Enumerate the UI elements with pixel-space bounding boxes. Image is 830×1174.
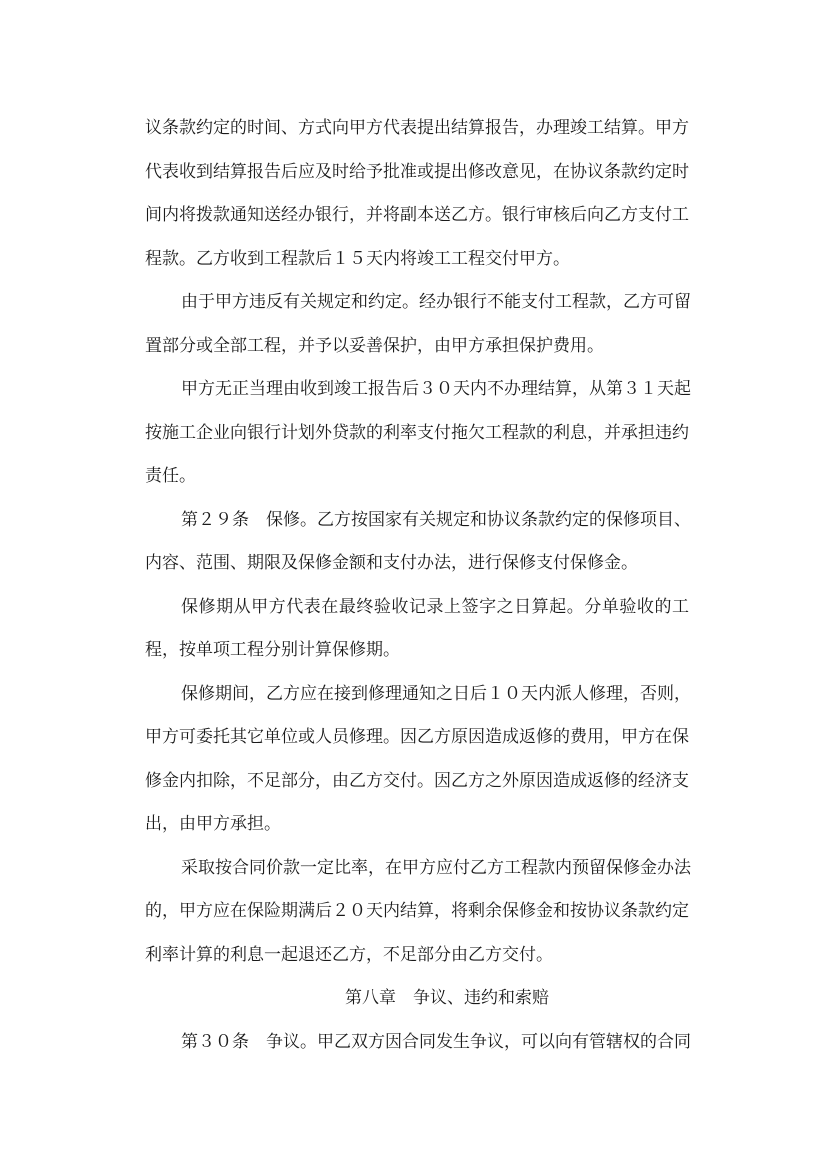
text-line: 保修期从甲方代表在最终验收记录上签字之日算起。分单验收的工 <box>181 596 689 617</box>
text-line: 采取按合同价款一定比率，在甲方应付乙方工程款内预留保修金办法 <box>181 857 691 878</box>
text-line: 责任。 <box>145 466 196 486</box>
article-29-heading-line: 第２９条 保修。乙方按国家有关规定和协议条款约定的保修项目、 <box>181 509 691 530</box>
text-line: 议条款约定的时间、方式向甲方代表提出结算报告，办理竣工结算。甲方 <box>145 118 689 138</box>
document-page <box>145 113 689 1070</box>
text-line: 甲方可委托其它单位或人员修理。因乙方原因造成返修的费用，甲方在保 <box>145 727 689 747</box>
text-line: 置部分或全部工程，并予以妥善保护，由甲方承担保护费用。 <box>145 335 604 356</box>
text-line: 的，甲方应在保险期满后２０天内结算，将剩余保修金和按协议条款约定 <box>145 901 689 921</box>
text-line: 程，按单项工程分别计算保修期。 <box>145 640 400 660</box>
text-line: 内容、范围、期限及保修金额和支付办法，进行保修支付保修金。 <box>145 553 638 573</box>
text-line: 间内将拨款通知送经办银行，并将副本送乙方。银行审核后向乙方支付工 <box>145 205 689 225</box>
text-line: 代表收到结算报告后应及时给予批准或提出修改意见，在协议条款约定时 <box>145 161 689 182</box>
text-line: 出，由甲方承担。 <box>145 814 281 834</box>
text-line: 保修期间，乙方应在接到修理通知之日后１０天内派人修理，否则， <box>181 683 691 704</box>
article-30-heading-line: 第３０条 争议。甲乙双方因合同发生争议，可以向有管辖权的合同 <box>181 1031 691 1052</box>
text-line: 修金内扣除，不足部分，由乙方交付。因乙方之外原因造成返修的经济支 <box>145 770 689 791</box>
text-line: 由于甲方违反有关规定和约定。经办银行不能支付工程款，乙方可留 <box>181 292 691 312</box>
text-line: 程款。乙方收到工程款后１５天内将竣工工程交付甲方。 <box>145 248 570 269</box>
chapter-heading: 第八章 争议、违约和索赔 <box>345 988 549 1008</box>
text-line: 按施工企业向银行计划外贷款的利率支付拖欠工程款的利息，并承担违约 <box>145 422 689 443</box>
text-line: 利率计算的利息一起退还乙方，不足部分由乙方交付。 <box>145 944 553 965</box>
text-line: 甲方无正当理由收到竣工报告后３０天内不办理结算，从第３１天起 <box>181 379 691 399</box>
